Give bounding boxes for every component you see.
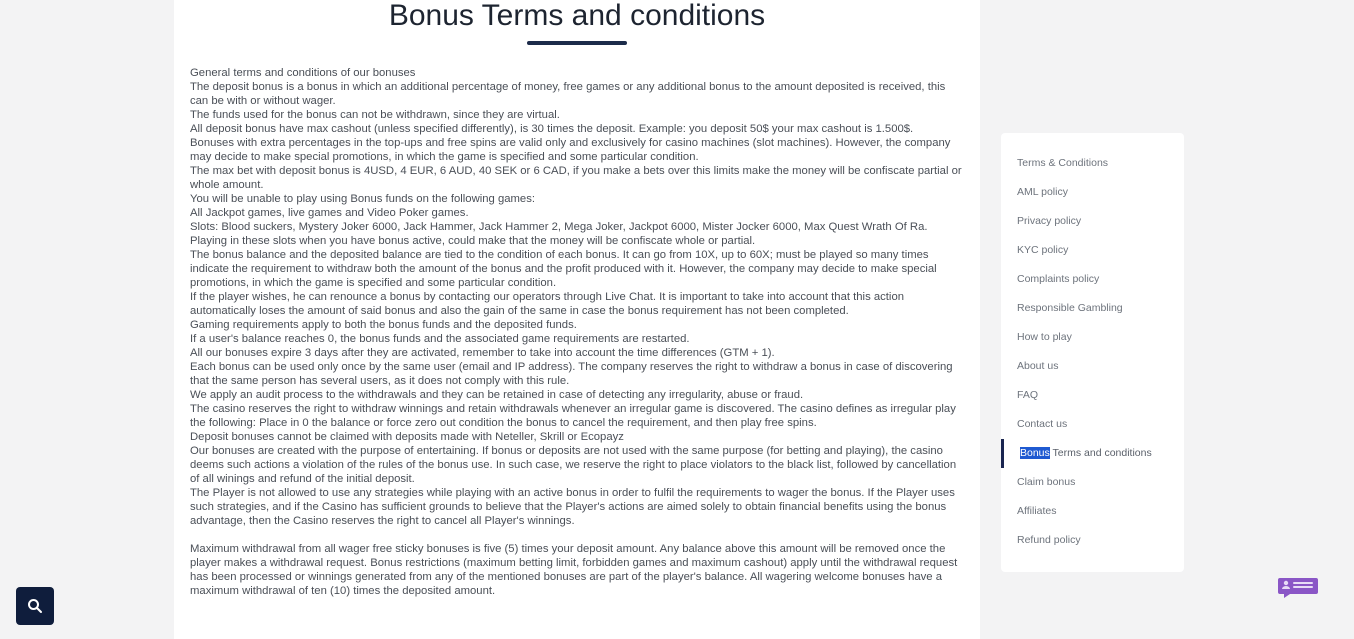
chat-widget-button[interactable] <box>1278 576 1318 598</box>
selected-text: Bonus <box>1020 447 1050 459</box>
sidebar-item-label: AML policy <box>1017 186 1068 198</box>
sidebar-item-label: Responsible Gambling <box>1017 302 1123 314</box>
terms-paragraph: We apply an audit process to the withdrawals and they can be retained in case of detecting any irregularity, abuse or fraud. <box>190 389 804 401</box>
terms-paragraph: Bonuses with extra percentages in the top-ups and free spins are valid only and exclusively for casino machines (slot machines). However, the company may decide to make special promotions, in which the game is specified and some particular condition. <box>190 137 951 163</box>
sidebar-item-terms-conditions[interactable] <box>1001 149 1184 178</box>
terms-paragraph: If a user's balance reaches 0, the bonus funds and the associated game requirements are restarted. <box>190 333 690 345</box>
sidebar-item-label: Terms & Conditions <box>1017 157 1109 169</box>
page-title: Bonus Terms and conditions <box>388 0 766 32</box>
sidebar-item-contact-us[interactable] <box>1001 410 1184 439</box>
sidebar-item-kyc-policy[interactable] <box>1001 236 1184 265</box>
terms-paragraph: The deposit bonus is a bonus in which an additional percentage of money, free games or any additional bonus to the amount deposited is received, this can be with or without wager. <box>190 81 946 107</box>
terms-paragraph: Gaming requirements apply to both the bonus funds and the deposited funds. <box>190 319 577 331</box>
sidebar-item-affiliates[interactable] <box>1001 497 1184 526</box>
sidebar-item-label: Privacy policy <box>1017 215 1082 227</box>
sidebar-item-label: Contact us <box>1017 418 1068 430</box>
terms-paragraph: All deposit bonus have max cashout (unless specified differently), is 30 times the deposit. Example: you deposit 50$ your max cashout is 1.500$. <box>190 123 914 135</box>
sidebar-item-label: Complaints policy <box>1017 273 1100 285</box>
terms-paragraph: The Player is not allowed to use any strategies while playing with an active bonus in order to fulfil the requirements to wager the bonus. If the Player uses such strategies, and if the Casino has sufficient grounds to believe that the Player's actions are aimed solely to obtain financial benefits using the bonus advantage, then the Casino reserves the right to cancel all Player's winnings. <box>190 487 955 527</box>
sidebar-item-label: Claim bonus <box>1017 476 1076 488</box>
sidebar-item-label: FAQ <box>1017 389 1039 401</box>
sidebar-item-how-to-play[interactable] <box>1001 323 1184 352</box>
sidebar-item-label: Refund policy <box>1017 534 1081 546</box>
terms-paragraph: The bonus balance and the deposited balance are tied to the condition of each bonus. It can go from 10X, up to 60X; must be played so many times indicate the requirement to withdraw both the amount of the bonus and the profit produced with it. However, the company may decide to make special promotions, in which the game is specified and some particular condition. <box>190 249 937 289</box>
chat-icon <box>1278 576 1318 598</box>
terms-paragraph: The max bet with deposit bonus is 4USD, 4 EUR, 6 AUD, 40 SEK or 6 CAD, if you make a bets over this limits make the money will be confiscate partial or whole amount. <box>190 165 962 191</box>
terms-paragraph: Each bonus can be used only once by the same user (email and IP address). The company reserves the right to withdraw a bonus in case of discovering that the same person has several users, as it does not comply with this rule. <box>190 361 953 387</box>
terms-paragraph: You will be unable to play using Bonus funds on the following games: <box>190 193 535 205</box>
withdrawal-paragraph: Maximum withdrawal from all wager free sticky bonuses is five (5) times your deposit amount. Any balance above this amount will be removed once the player makes a withdrawal request. Bonus restrictions (maximum betting limit, forbidden games and maximum cashout) apply until the withdrawal request has been processed or winnings generated from any of the mentioned bonuses are part of the player's balance. All wagering welcome bonuses have a maximum withdrawal of ten (10) times the deposited amount. <box>190 543 958 597</box>
sidebar-item-refund-policy[interactable] <box>1001 526 1184 555</box>
terms-paragraph: If the player wishes, he can renounce a bonus by contacting our operators through Live Chat. It is important to take into account that this action automatically loses the amount of said bonus and also the gain of the same in case the bonus requirement has not been completed. <box>190 291 905 317</box>
sidebar-item-label: KYC policy <box>1017 244 1069 256</box>
terms-paragraph: The funds used for the bonus can not be withdrawn, since they are virtual. <box>190 109 560 121</box>
sidebar-item-label: How to play <box>1017 331 1072 343</box>
terms-paragraph: Our bonuses are created with the purpose of entertaining. If bonus or deposits are not used with the same purpose (for betting and playing), the casino deems such actions a violation of the rules of the bonus use. In such case, we reserve the right to place violators to the black list, followed by cancellation of all winings and refund of the initial deposit. <box>190 445 957 485</box>
terms-paragraph: Deposit bonuses cannot be claimed with deposits made with Neteller, Skrill or Ecopayz <box>190 431 624 443</box>
sidebar-item-label: Terms and conditions <box>1049 447 1152 459</box>
title-underline <box>527 41 627 45</box>
sidebar-item-complaints-policy[interactable] <box>1001 265 1184 294</box>
sidebar-item-bonus-terms[interactable] <box>1001 439 1184 468</box>
sidebar-item-label: About us <box>1017 360 1059 372</box>
search-button[interactable] <box>16 587 54 625</box>
terms-paragraph: Slots: Blood suckers, Mystery Joker 6000, Jack Hammer, Jack Hammer 2, Mega Joker, Jackpot 6000, Mister Jocker 6000, Max Quest Wrath Of Ra. Playing in these slots when you have bonus active, could make that the money will be confiscate whole or partial. <box>190 221 928 247</box>
terms-paragraph: The casino reserves the right to withdraw winnings and retain withdrawals whenever an irregular game is discovered. The casino defines as irregular play the following: Place in 0 the balance or force zero out condition the bonus to cancel the requirement, and then play free spins. <box>190 403 956 429</box>
sidebar-item-privacy-policy[interactable] <box>1001 207 1184 236</box>
search-icon <box>27 598 43 614</box>
terms-paragraph: General terms and conditions of our bonuses <box>190 67 416 79</box>
terms-body <box>190 66 965 598</box>
terms-paragraph: All Jackpot games, live games and Video Poker games. <box>190 207 469 219</box>
sidebar-item-aml-policy[interactable] <box>1001 178 1184 207</box>
sidebar-item-faq[interactable] <box>1001 381 1184 410</box>
sidebar-item-claim-bonus[interactable] <box>1001 468 1184 497</box>
policy-sidebar-nav <box>1001 133 1184 572</box>
terms-paragraph: All our bonuses expire 3 days after they are activated, remember to take into account the time differences (GTM + 1). <box>190 347 775 359</box>
sidebar-item-responsible-gambling[interactable] <box>1001 294 1184 323</box>
sidebar-item-about-us[interactable] <box>1001 352 1184 381</box>
content-card <box>174 0 980 639</box>
sidebar-item-label: Affiliates <box>1017 505 1057 517</box>
